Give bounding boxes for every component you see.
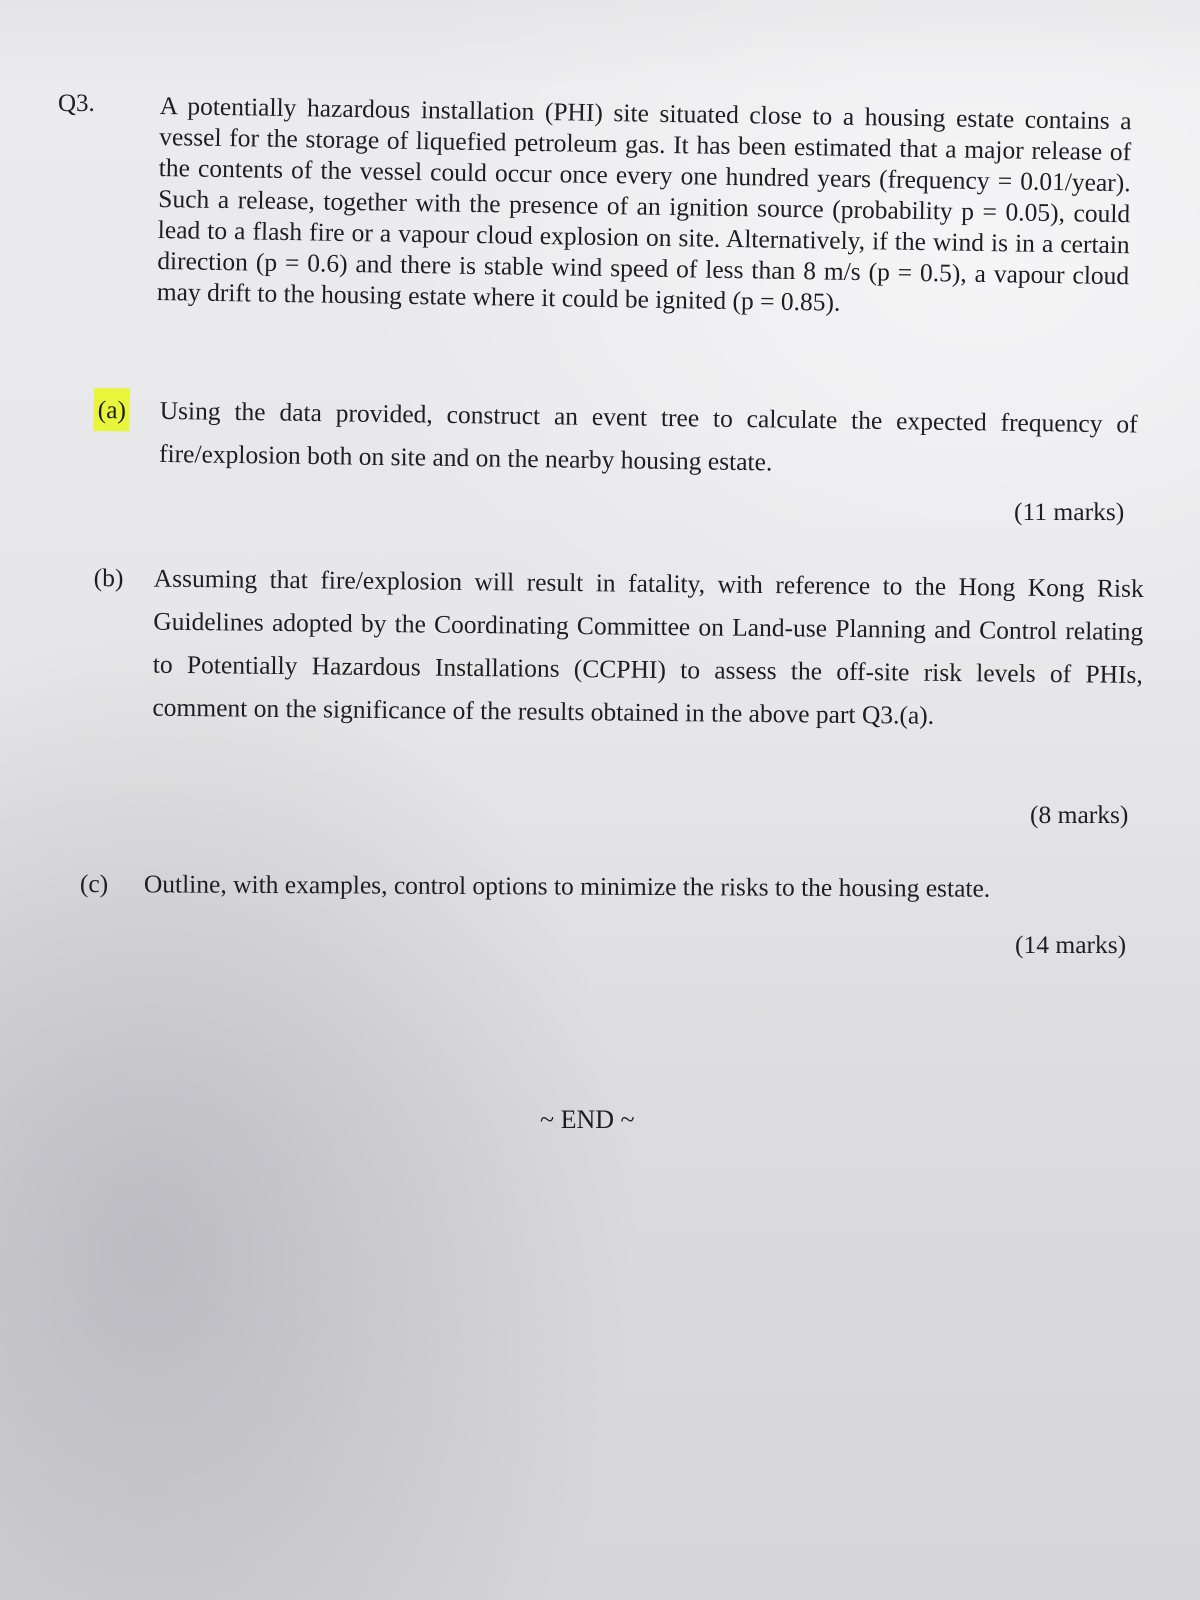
part-c-label: (c)	[79, 868, 109, 899]
part-b-text: Assuming that fire/explosion will result in fatality, with reference to the Hong Kong Risk Guidelines adopted by the Coordinating Committee on Land-use Planning and Control relating to Potentially Hazardous Installations (CCPHI) to assess the off-site risk levels of PHIs, comment on the significance of the results obtained in the above part Q3.(a).	[152, 563, 1144, 730]
part-c	[80, 862, 1140, 911]
page-shading	[0, 0, 1200, 90]
part-a-label: (a)	[93, 388, 130, 432]
part-c-text: Outline, with examples, control options to minimize the risks to the housing estate.	[143, 869, 991, 903]
question-intro	[157, 90, 1132, 322]
part-b-label: (b)	[93, 562, 124, 593]
part-b-marks: (8 marks)	[1030, 800, 1129, 829]
part-c-marks: (14 marks)	[1015, 930, 1127, 959]
part-b	[92, 556, 1144, 739]
question-number: Q3.	[58, 90, 95, 117]
question-intro-text: A potentially hazardous installation (PHI) site situated close to a housing estate contains a vessel for the storage of liquefied petroleum gas. It has been estimated that a major release of the contents of the vessel could occur once every one hundred years (frequency = 0.01/year). Such a release, together with the presence of an ignition source (probability p = 0.05), could lead to a flash fire or a vapour cloud explosion on site. Alternatively, if the wind is in a certain direction (p = 0.6) and there is stable wind speed of less than 8 m/s (p = 0.5), a vapour cloud may drift to the housing estate where it could be ignited (p = 0.85).	[156, 90, 1132, 317]
part-a-text: Using the data provided, construct an event tree to calculate the expected frequency of fire/explosion both on site and on the nearby housing estate.	[158, 395, 1138, 477]
part-a-marks: (11 marks)	[1014, 497, 1125, 526]
end-marker: ~ END ~	[540, 1105, 635, 1134]
part-a	[97, 388, 1138, 489]
